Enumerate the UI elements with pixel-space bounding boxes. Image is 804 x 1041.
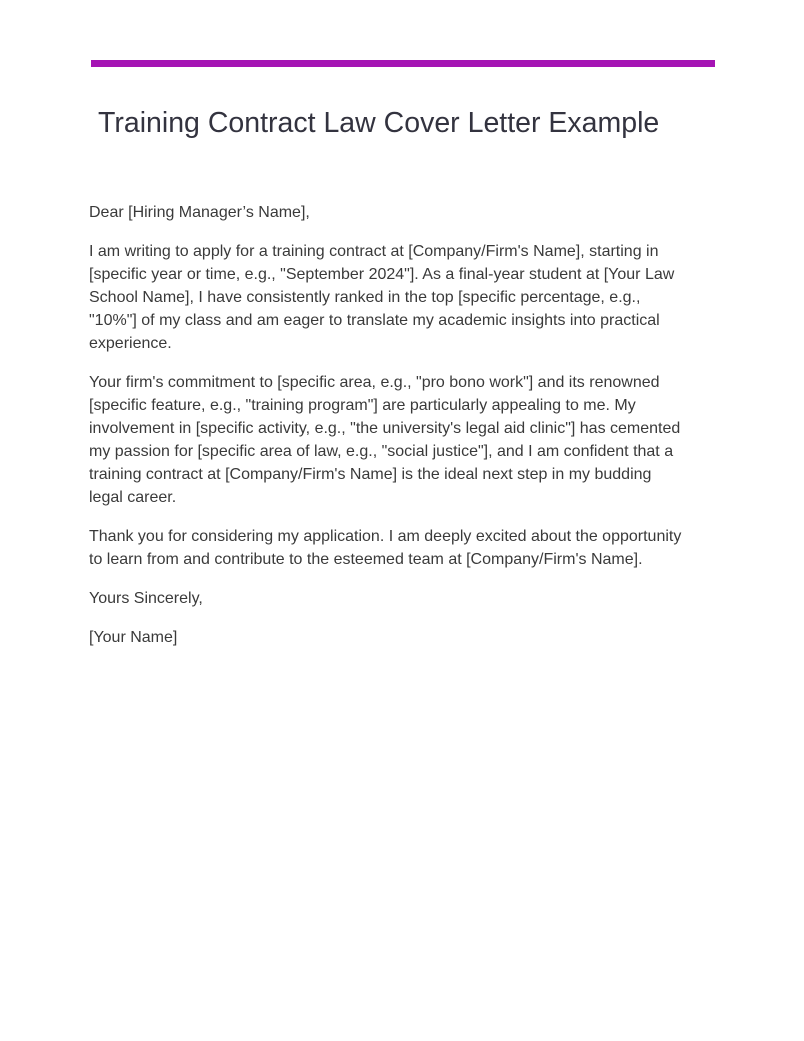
letter-body <box>89 201 689 665</box>
signature: [Your Name] <box>89 629 178 646</box>
paragraph-intro: I am writing to apply for a training contract at [Company/Firm's Name], starting in [specific year or time, e.g., "September 2024"]. As a final-year student at [Your Law School Name], I have consistently ranked in the top [specific percentage, e.g., "10%"] of my class and am eager to translate my academic insights into practical experience. <box>89 243 675 352</box>
salutation: Dear [Hiring Manager’s Name], <box>89 204 310 221</box>
paragraph-thanks: Thank you for considering my application. I am deeply excited about the opportunity to learn from and contribute to the esteemed team at [Company/Firm's Name]. <box>89 528 682 568</box>
closing: Yours Sincerely, <box>89 590 203 607</box>
accent-bar <box>91 60 715 67</box>
document-title: Training Contract Law Cover Letter Example <box>98 107 660 139</box>
paragraph-motivation: Your firm's commitment to [specific area, e.g., "pro bono work"] and its renowned [specific feature, e.g., "training program"] are particularly appealing to me. My involvement in [specific activity, e.g., "the university's legal aid clinic"] has cemented my passion for [specific area of law, e.g., "social justice"], and I am confident that a training contract at [Company/Firm's Name] is the ideal next step in my budding legal career. <box>89 374 681 506</box>
